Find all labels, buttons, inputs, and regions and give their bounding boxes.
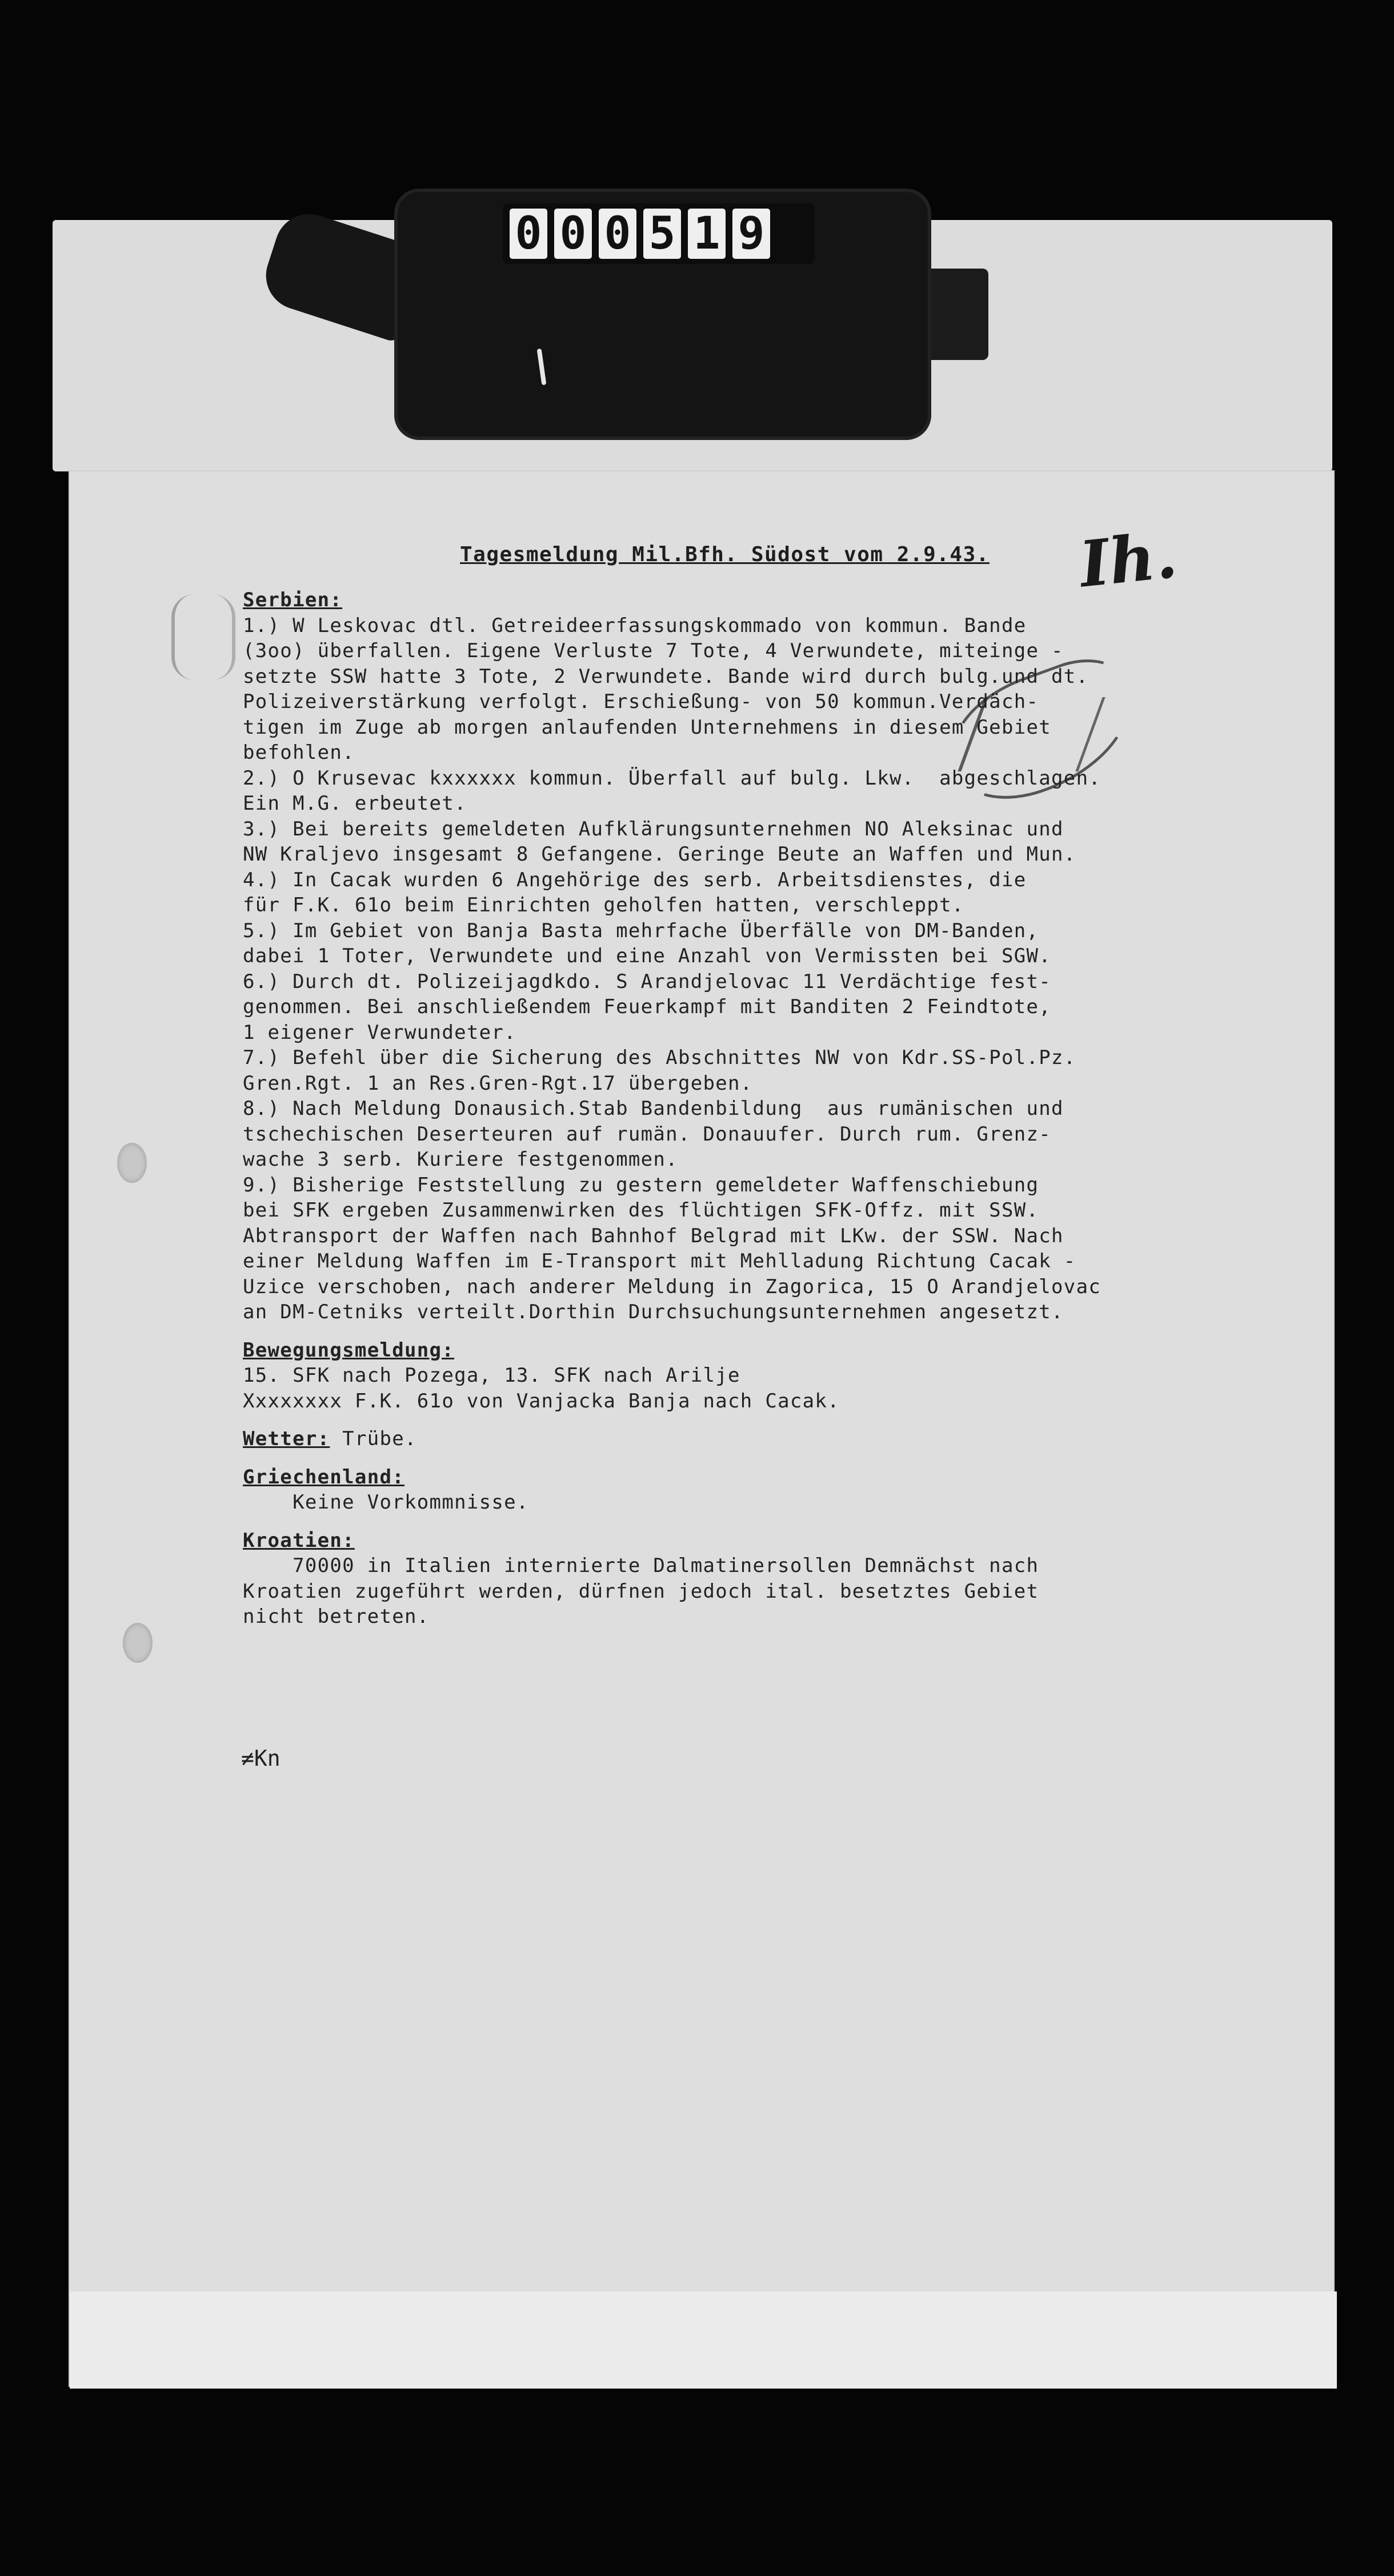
text-line: dabei 1 Toter, Verwundete und eine Anzahl von Vermissten bei SGW. — [243, 945, 1052, 967]
handwritten-mark: Ih. — [1076, 518, 1181, 602]
section-heading-text: Wetter: — [243, 1427, 330, 1450]
text-line: 15. SFK nach Pozega, 13. SFK nach Arilje — [243, 1364, 740, 1387]
text-line: 1.) W Leskovac dtl. Getreideerfassungskommado von kommun. Bande — [243, 614, 1027, 637]
section-heading — [243, 1465, 1317, 1490]
section-heading-text: Serbien: — [243, 589, 343, 611]
counter-digit: 0 — [510, 209, 547, 259]
text-line: wache 3 serb. Kuriere festgenommen. — [243, 1148, 678, 1171]
counter-digit: 5 — [643, 209, 681, 259]
typist-initials: ≠Kn — [241, 1746, 281, 1771]
text-line: einer Meldung Waffen im E-Transport mit Mehlladung Richtung Cacak - — [243, 1250, 1076, 1273]
text-line: nicht betreten. — [243, 1605, 430, 1628]
text-line: 4.) In Cacak wurden 6 Angehörige des serb. Arbeitsdienstes, die — [243, 868, 1027, 891]
section-gap — [243, 1414, 1317, 1426]
text-line: setzte SSW hatte 3 Tote, 2 Verwundete. Bande wird durch bulg.und dt. — [243, 665, 1089, 688]
text-line: an DM-Cetniks verteilt.Dorthin Durchsuchungsunternehmen angesetzt. — [243, 1301, 1064, 1323]
section-heading — [243, 1338, 1317, 1363]
text-line: 2.) O Krusevac kxxxxxx kommun. Überfall auf bulg. Lkw. abgeschlagen. — [243, 766, 1101, 790]
text-line: 70000 in Italien internierte Dalmatinersollen Demnächst nach — [243, 1554, 1039, 1577]
punch-hole — [123, 1623, 153, 1663]
counter-digit: 0 — [599, 209, 636, 259]
text-line: Keine Vorkommnisse. — [243, 1491, 529, 1514]
section-heading-text: Kroatien: — [243, 1529, 355, 1552]
text-line: 6.) Durch dt. Polizeijagdkdo. S Arandjelovac 11 Verdächtige fest- — [243, 970, 1052, 993]
section-inline-text: Trübe. — [342, 1427, 417, 1450]
counter-digit: 9 — [732, 209, 770, 259]
text-line: NW Kraljevo insgesamt 8 Gefangene. Geringe Beute an Waffen und Mun. — [243, 843, 1076, 866]
text-line: befohlen. — [243, 741, 355, 764]
text-line: genommen. Bei anschließendem Feuerkampf mit Banditen 2 Feindtote, — [243, 995, 1052, 1018]
text-line: tschechischen Deserteuren auf rumän. Donauufer. Durch rum. Grenz- — [243, 1122, 1052, 1146]
text-line: 7.) Befehl über die Sicherung des Abschnittes NW von Kdr.SS-Pol.Pz. — [243, 1046, 1076, 1069]
document-title: Tagesmeldung Mil.Bfh. Südost vom 2.9.43. — [460, 543, 990, 566]
counter-digit: 0 — [554, 209, 592, 259]
section-gap — [243, 1452, 1317, 1465]
frame-counter — [503, 203, 815, 264]
section-heading — [243, 1426, 1317, 1452]
section-gap — [243, 1515, 1317, 1528]
margin-pencil-mark — [171, 594, 235, 680]
section-heading-text: Bewegungsmeldung: — [243, 1338, 455, 1362]
text-line: Polizeiverstärkung verfolgt. Erschießung- von 50 kommun.Verdäch- — [243, 690, 1039, 713]
text-line: für F.K. 61o beim Einrichten geholfen hatten, verschleppt. — [243, 894, 964, 917]
section-heading-text: Griechenland: — [243, 1465, 405, 1489]
text-line: Abtransport der Waffen nach Bahnhof Belgrad mit LKw. der SSW. Nach — [243, 1224, 1064, 1247]
punch-hole — [117, 1143, 147, 1183]
text-line: bei SFK ergeben Zusammenwirken des flüchtigen SFK-Offz. mit SSW. — [243, 1199, 1039, 1222]
section-gap — [243, 1325, 1317, 1338]
page-bottom-strip — [70, 2291, 1337, 2389]
text-line: (3oo) überfallen. Eigene Verluste 7 Tote, 4 Verwundete, miteinge - — [243, 639, 1064, 662]
text-line: tigen im Zuge ab morgen anlaufenden Unternehmens in diesem Gebiet — [243, 715, 1052, 739]
text-line: 1 eigener Verwundeter. — [243, 1021, 516, 1044]
section-heading — [243, 1528, 1317, 1554]
text-line: Kroatien zugeführt werden, dürfnen jedoch ital. besetztes Gebiet — [243, 1579, 1039, 1603]
text-line: 8.) Nach Meldung Donausich.Stab Bandenbildung aus rumänischen und — [243, 1097, 1064, 1120]
text-line: Xxxxxxxx F.K. 61o von Vanjacka Banja nach Cacak. — [243, 1389, 840, 1413]
section-heading — [243, 587, 1317, 613]
document-body — [243, 587, 1317, 1630]
text-line: Ein M.G. erbeutet. — [243, 792, 467, 815]
text-line: Gren.Rgt. 1 an Res.Gren-Rgt.17 übergeben. — [243, 1071, 753, 1095]
text-line: 9.) Bisherige Feststellung zu gestern gemeldeter Waffenschiebung — [243, 1173, 1039, 1197]
counter-digit: 1 — [688, 209, 726, 259]
text-line: 5.) Im Gebiet von Banja Basta mehrfache Überfälle von DM-Banden, — [243, 919, 1039, 942]
text-line: 3.) Bei bereits gemeldeten Aufklärungsunternehmen NO Aleksinac und — [243, 817, 1064, 841]
text-line: Uzice verschoben, nach anderer Meldung in Zagorica, 15 O Arandjelovac — [243, 1275, 1101, 1298]
